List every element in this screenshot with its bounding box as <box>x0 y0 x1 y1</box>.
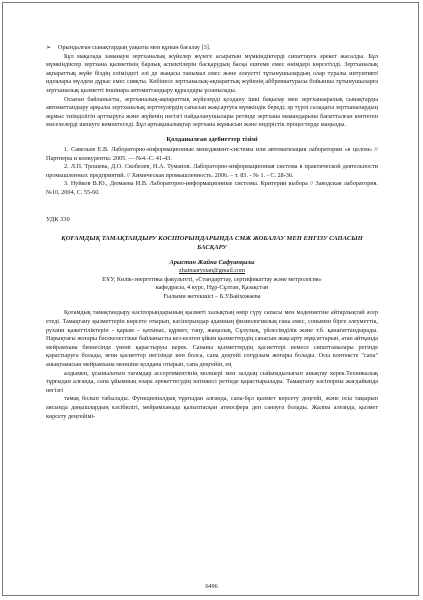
paragraph: Бұл мақалада заманауи зертханалық жүйелер жүзеге асыратын мүмкіндіктерді сипаттауға әрекет жасалды. Бұл мүмкіндіктер зертхана қызметінің барлық аспектілерін басқарудың басқа ешғеме емес өнімдері көрсетілді. Зертханалық ақпараттық жүйе біздің еліміздегі әлі де жаңасы танымал емес және әлеуетті тұтынушылардың олар туралы интуитивті идеялары мүлдем дұрыс емес сияқты. Көбінесе зертханалық-ақпараттық жүйенің аббревиатурасы бойынша тұтынушыларға зертханалық қызметті іншінара автоматтандыру құралдары ұсынылады. <box>46 52 378 94</box>
paragraph: Осыған байланысты, зертханалық-ақпараттық жүйелерді қолдану ішкі бақылау мен зертханааралық сынақтарды автоматтандыру арқылы зертханалық зерттеулердің сапасын жақсартуға мүмкіндік береді; әр түрлі саладағы зертханалардың жұмыс тиімділігін арттыруға және жүйенің негізгі пайдаланушылары ретінде зертхана мамандарына бағытталған көптеген мәселелерді шешуге көмектеседі. Бұл артықшылықтар зертхана жұмысын және өндірістік процестерде маңызды. <box>46 95 378 129</box>
page-number: 6496 <box>205 583 218 590</box>
affiliation-line: ЕҰУ, Көлік-энергетика факультеті, «Стандарттау, сертификаттау және метрология» <box>102 275 322 283</box>
paragraph: алдымен, ұсынылатын тағамдар ассортиментінің молшері мен залдың сыйымдылығын анықтау керек.Техникалық тұрғыдан алғанда, сапа ұйымның өзара әрекеттесудің нәтижесі ретінде қарастырылады. Тамақтану кәсіпорны жағдайында негізгі <box>46 369 378 394</box>
supervisor-line: Ғылыми жетекшісі – Б.У.Байхожаева <box>163 292 261 300</box>
paragraph: Қоғамдық тамақтандыру кәсіпорындарының қызметі халықтың өмір сүру сапасы мен мәдениетіне айтарлықтай әсер етеді. Тамақтану қызметтерін көрсете отырып, кәсіпорындар адамның физиологиялық ғана емес, сонымен бірге әлеуметтік, рухани қажеттіліктерін - қарым – қатынас, құрмет, таңу, жаңалық, Сұлулық, үйлесімділік және т.б. қанағаттандырады. Нарықтағы жоғары бәсекелестікке байланысты кез-келген ұйым қызметтердің сапасын жақсарту мұқсаттарын, атап айтқанда мейрамхана бизнесінде үнемі қарастыруы керек. Сапаны қызметтердің қасиеттері немесе сипаттамалары ретінде қарастыруға болады, яғни қасиеттер негізінде көп болса, сапа деңгейі соғұрлым жоғары болады. Осы контексте "сапа" анықтамасын мейрамхана меншіне қолдана отырып, сапа деңгейін, ең <box>46 309 378 369</box>
reference-item: 2. Л.П. Трошева, Д.О. Скобелев, Н.А. Туманов. Лабораторно-информационная система в практической деятельности промышленных предприятий. // Химическая промышленность. 2006. – т. 83. - № 1. - С. 28-36. <box>46 163 378 179</box>
paragraph: тамақ болып табылады. Функционалдық тұрғыдан алғанда, сапа-бұл қызмет көрсету деңгейі, және осы тақырып аясында даңышлардың кәсібилігі, мейрамханада қалыптасқан атмосфера деп санауға болады. Жалпы алғанда, қызмет көрсету деңгейімі- <box>46 395 378 420</box>
bullet-arrow-icon: ➢ <box>46 44 52 51</box>
references-title: Қолданылған әдебиеттер тізімі <box>166 135 258 143</box>
article-body <box>46 309 378 421</box>
article-title: ҚОҒАМДЫҚ ТАМАҚТАНДЫРУ КӘСІПОРЫНДАРЫНДА СМЖ ЖОБАЛАУ МЕН ЕНГІЗУ САПАСЫН БАСҚАРУ <box>61 234 363 251</box>
author-email[interactable]: zhainaarystan@gmail.com <box>178 267 245 275</box>
bullet-item-text: Орындалған сынақтардың уақыты мен құнын бағалау [3]. <box>58 44 211 51</box>
author-name: Арыстан Жайна Сафуанқызы <box>169 258 255 266</box>
affiliation-line: кафедрасы, 4 курс, Нұр-Сұлтан, Қазақстан <box>155 284 269 292</box>
reference-item: 3. Нуйков В.Ю., Дюмаева И.В. Лабораторно-информационные системы. Критерии выбора // Заводская лаборатория. №10, 2004, С. 55-60. <box>46 180 378 196</box>
reference-item: 1. Савельев Е.В. Лабораторно-информационные менеджмент-системы или автоматизация лаборатории «в целом» // Партнеры и конкуренты. 2005. — №4.-С. 41-43. <box>46 145 378 162</box>
page-content <box>46 44 378 421</box>
udk-code: УДК 330 <box>46 215 70 223</box>
bullet-item <box>46 44 378 53</box>
